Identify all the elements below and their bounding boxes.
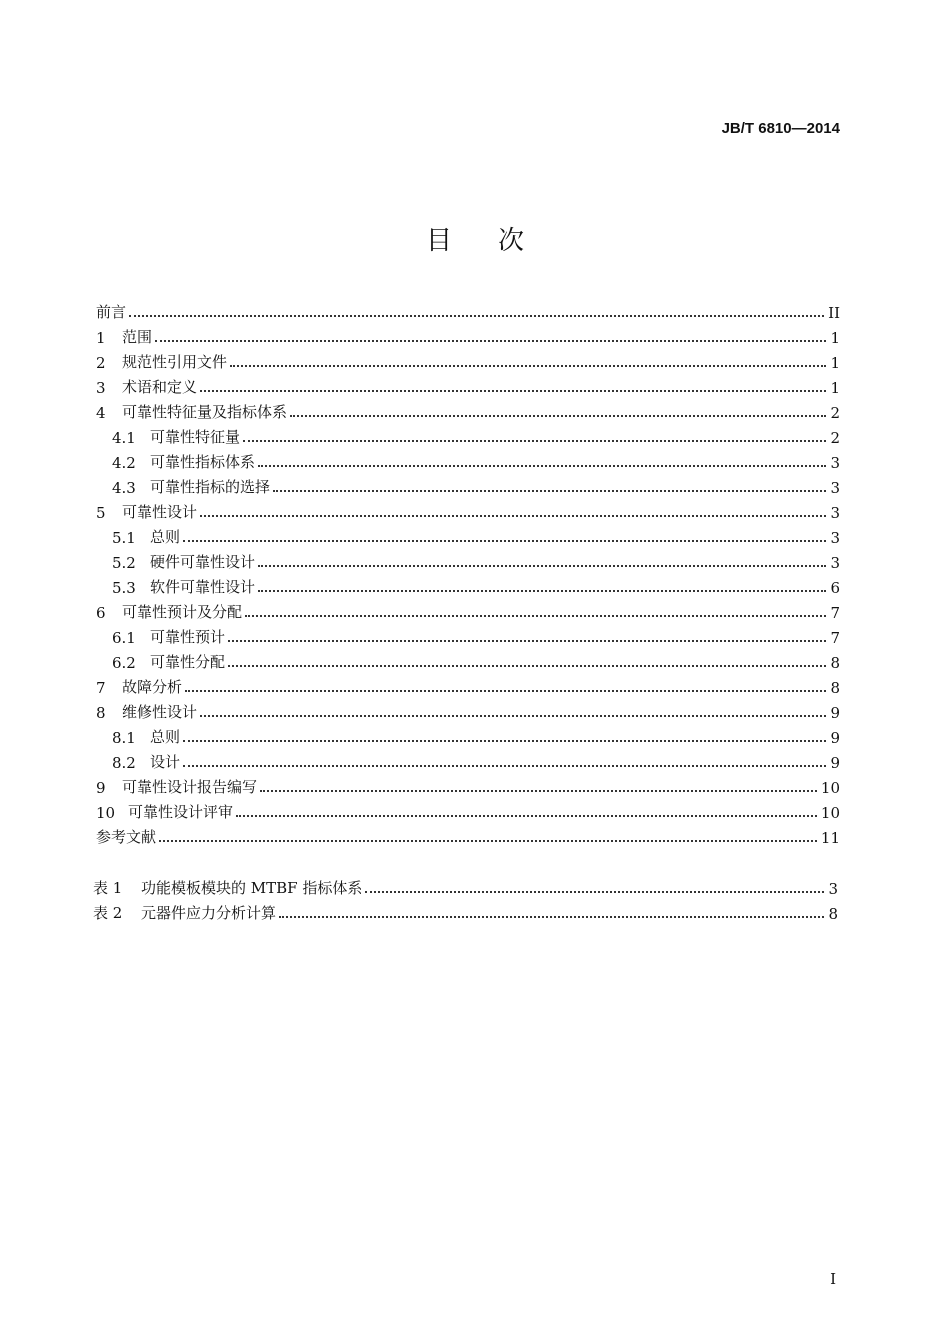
toc-entry-page: 3 <box>830 504 840 522</box>
toc-entry[interactable] <box>96 472 840 497</box>
toc-entry[interactable] <box>96 747 840 772</box>
toc-entry-number: 9 <box>96 779 106 797</box>
toc-entry[interactable] <box>96 672 840 697</box>
toc-entry-page: 7 <box>830 629 840 647</box>
toc-entry-title: 参考文献 <box>96 828 157 846</box>
page-title: 目次 <box>425 226 570 256</box>
toc-leader-dots <box>290 415 826 417</box>
toc-entry-number: 表 1 <box>93 879 123 897</box>
toc-entry-page: 9 <box>830 704 840 722</box>
toc-leader-dots <box>185 690 826 692</box>
toc-entry-page: 1 <box>830 354 840 372</box>
toc-entry-title: 术语和定义 <box>122 378 198 396</box>
toc-entry-title: 软件可靠性设计 <box>150 578 256 596</box>
toc-entry-number: 5.3 <box>112 579 136 597</box>
toc-entry-page: II <box>828 304 840 322</box>
toc-leader-dots <box>129 315 824 317</box>
toc-entry-number: 8.1 <box>112 729 136 747</box>
toc-leader-dots <box>183 740 826 742</box>
toc-leader-dots <box>155 340 826 342</box>
toc-entry-page: 7 <box>830 604 840 622</box>
toc-leader-dots <box>230 365 826 367</box>
toc-entry-title: 总则 <box>150 728 181 746</box>
toc-entry-number: 2 <box>96 354 106 372</box>
toc-entry-page: 8 <box>830 679 840 697</box>
toc-entry[interactable] <box>96 572 840 597</box>
toc-entry-page: 2 <box>830 429 840 447</box>
toc-entry[interactable] <box>96 697 840 722</box>
toc-entry-title: 可靠性设计评审 <box>128 803 234 821</box>
toc-leader-dots <box>228 640 826 642</box>
toc-entry-number: 4.3 <box>112 479 136 497</box>
toc-entry-title: 维修性设计 <box>122 703 198 721</box>
toc-entry-number: 表 2 <box>93 904 123 922</box>
toc-leader-dots <box>159 840 817 842</box>
toc-leader-dots <box>258 465 826 467</box>
toc-leader-dots <box>200 515 826 517</box>
toc-entry[interactable] <box>96 447 840 472</box>
toc-entry-page: 9 <box>830 754 840 772</box>
toc-entry-title: 硬件可靠性设计 <box>150 553 256 571</box>
toc-leader-dots <box>200 715 826 717</box>
toc-entry-title: 可靠性分配 <box>150 653 226 671</box>
toc-entry-number: 1 <box>96 329 106 347</box>
toc-entry-number: 3 <box>96 379 106 397</box>
toc-entry[interactable] <box>96 722 840 747</box>
toc-entry-page: 8 <box>828 905 838 923</box>
toc-entry-title: 元器件应力分析计算 <box>141 904 277 922</box>
toc-entry[interactable] <box>96 297 840 322</box>
toc-entry-page: 3 <box>830 554 840 572</box>
toc-entry-page: 3 <box>830 529 840 547</box>
toc-entry[interactable] <box>96 797 840 822</box>
toc-entry[interactable] <box>96 422 840 447</box>
toc-entry[interactable] <box>96 772 840 797</box>
toc-entry[interactable] <box>96 522 840 547</box>
toc-entry-title: 可靠性特征量 <box>150 428 241 446</box>
toc-entry-number: 6 <box>96 604 106 622</box>
toc-leader-dots <box>258 590 826 592</box>
toc-entry[interactable] <box>96 822 840 847</box>
toc-entry[interactable] <box>96 372 840 397</box>
toc-entry-page: 1 <box>830 379 840 397</box>
toc-entry[interactable] <box>96 322 840 347</box>
toc-leader-dots <box>273 490 826 492</box>
toc-entry[interactable] <box>93 873 838 898</box>
toc-entry-title: 功能模板模块的 MTBF 指标体系 <box>141 879 363 897</box>
toc-entry-page: 10 <box>820 779 840 797</box>
list-of-tables <box>93 873 838 923</box>
toc-entry-number: 5 <box>96 504 106 522</box>
toc-entry-title: 可靠性设计报告编写 <box>122 778 258 796</box>
toc-entry-page: 3 <box>830 454 840 472</box>
toc-entry-title: 可靠性指标的选择 <box>150 478 271 496</box>
toc-entry-page: 3 <box>828 880 838 898</box>
toc-entry-number: 8.2 <box>112 754 136 772</box>
toc-entry-title: 设计 <box>150 753 181 771</box>
toc-leader-dots <box>183 540 826 542</box>
toc-leader-dots <box>228 665 826 667</box>
toc-leader-dots <box>258 565 826 567</box>
toc-entry-number: 4.1 <box>112 429 136 447</box>
toc-entry-page: 11 <box>820 829 840 847</box>
toc-entry-number: 4.2 <box>112 454 136 472</box>
toc-entry-title: 可靠性预计 <box>150 628 226 646</box>
toc-entry-number: 5.2 <box>112 554 136 572</box>
toc-entry-page: 10 <box>820 804 840 822</box>
toc-entry-page: 6 <box>830 579 840 597</box>
toc-entry[interactable] <box>96 597 840 622</box>
toc-leader-dots <box>243 440 826 442</box>
toc-entry-title: 可靠性特征量及指标体系 <box>122 403 288 421</box>
toc-entry-number: 8 <box>96 704 106 722</box>
toc-leader-dots <box>200 390 826 392</box>
page-number: I <box>830 1270 836 1288</box>
toc-entry[interactable] <box>96 547 840 572</box>
toc-entry[interactable] <box>96 497 840 522</box>
toc-entry-title: 前言 <box>96 303 127 321</box>
toc-entry-title: 可靠性预计及分配 <box>122 603 243 621</box>
table-of-contents <box>96 297 840 847</box>
toc-entry-page: 2 <box>830 404 840 422</box>
toc-leader-dots <box>236 815 817 817</box>
toc-entry-page: 8 <box>830 654 840 672</box>
toc-entry-title: 范围 <box>122 328 153 346</box>
toc-entry-title: 总则 <box>150 528 181 546</box>
toc-entry[interactable] <box>96 622 840 647</box>
toc-entry-page: 3 <box>830 479 840 497</box>
toc-entry-number: 5.1 <box>112 529 136 547</box>
toc-entry[interactable] <box>96 647 840 672</box>
toc-entry[interactable] <box>96 347 840 372</box>
toc-entry[interactable] <box>93 898 838 923</box>
toc-leader-dots <box>183 765 826 767</box>
toc-entry-title: 可靠性指标体系 <box>150 453 256 471</box>
toc-entry-number: 4 <box>96 404 106 422</box>
toc-entry-title: 规范性引用文件 <box>122 353 228 371</box>
toc-leader-dots <box>279 916 824 918</box>
standard-code: JB/T 6810—2014 <box>721 120 840 137</box>
toc-entry-number: 6.1 <box>112 629 136 647</box>
toc-leader-dots <box>245 615 826 617</box>
toc-entry-number: 6.2 <box>112 654 136 672</box>
toc-entry-title: 可靠性设计 <box>122 503 198 521</box>
toc-entry-title: 故障分析 <box>122 678 183 696</box>
toc-entry[interactable] <box>96 397 840 422</box>
toc-entry-page: 1 <box>830 329 840 347</box>
toc-entry-number: 10 <box>96 804 116 822</box>
toc-entry-page: 9 <box>830 729 840 747</box>
toc-leader-dots <box>260 790 817 792</box>
toc-leader-dots <box>365 891 824 893</box>
toc-entry-number: 7 <box>96 679 106 697</box>
